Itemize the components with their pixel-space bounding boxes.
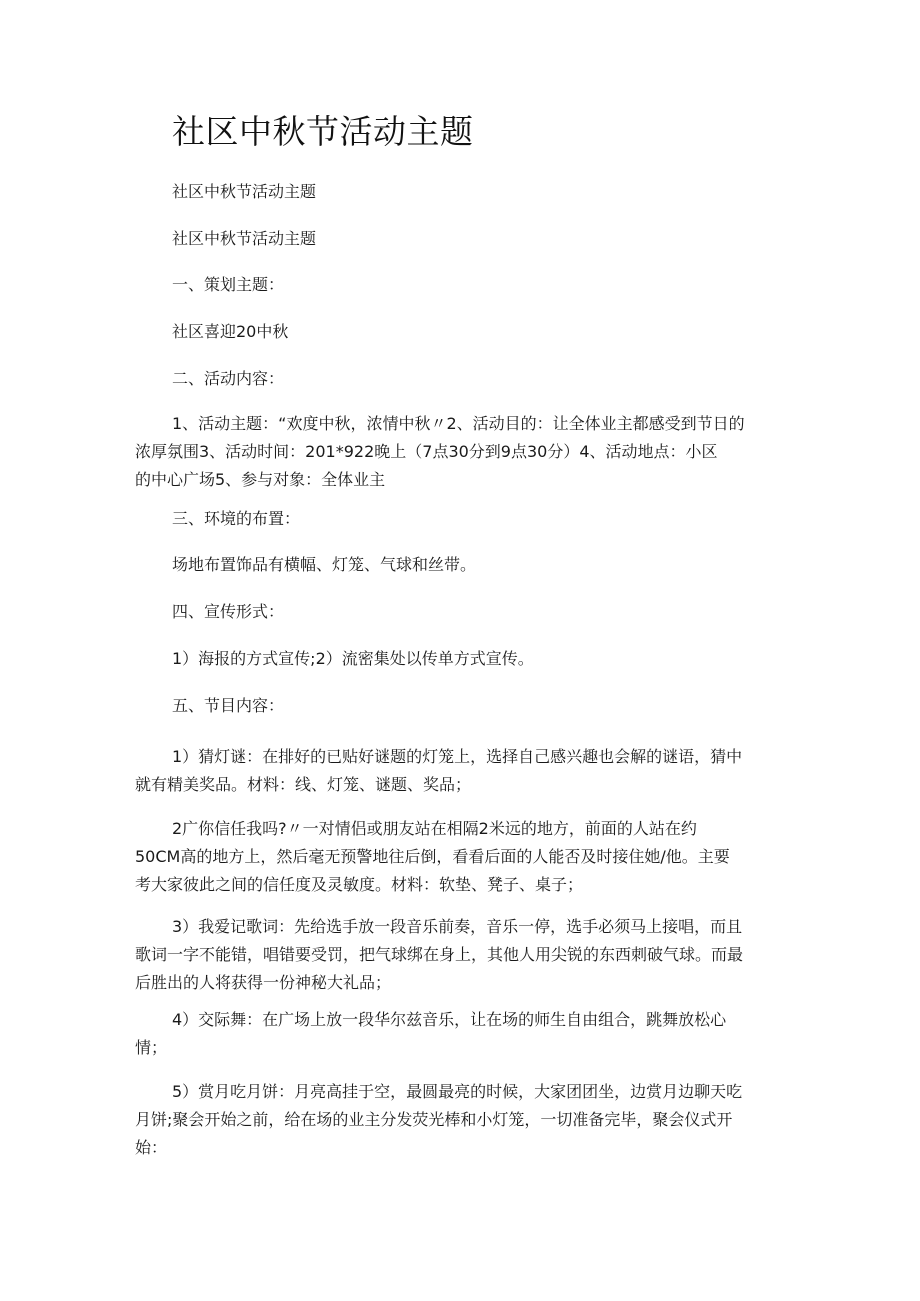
- section-heading-activity-content: 二、活动内容：: [172, 369, 285, 388]
- paragraph-activity-details: [135, 410, 785, 494]
- paragraph-line: 情；: [135, 1038, 168, 1057]
- paragraph-subtitle: 社区中秋节活动主题: [172, 182, 317, 201]
- document-title: 社区中秋节活动主题: [172, 112, 474, 151]
- section-heading-promotion: 四、宣传形式：: [172, 602, 285, 621]
- paragraph-line: 后胜出的人将获得一份神秘大礼品；: [135, 973, 392, 992]
- paragraph-line: 4）交际舞：在广场上放一段华尔兹音乐，让在场的师生自由组合，跳舞放松心: [172, 1010, 727, 1029]
- paragraph-line: 3）我爱记歌词：先给选手放一段音乐前奏，音乐一停，选手必须马上接唱，而且: [172, 917, 743, 936]
- paragraph-lyrics-game: [135, 913, 785, 997]
- paragraph-line: 浓厚氛围3、活动时间：201*922晚上（7点30分到9点30分）4、活动地点：小区: [135, 442, 718, 461]
- paragraph-line: 的中心广场5、参与对象：全体业主: [135, 470, 386, 489]
- paragraph-line: 5）赏月吃月饼：月亮高挂于空，最圆最亮的时候，大家团团坐，边赏月边聊天吃: [172, 1082, 743, 1101]
- paragraph-promotion-methods: 1）海报的方式宣传;2）流密集处以传单方式宣传。: [172, 649, 534, 668]
- paragraph-line: 50CM高的地方上，然后毫无预警地往后倒，看看后面的人能否及时接住她/他。主要: [135, 847, 730, 866]
- paragraph-line: 1）猜灯谜：在排好的已贴好谜题的灯笼上，选择自己感兴趣也会解的谜语，猜中: [172, 747, 743, 766]
- paragraph-lantern-riddles: [135, 743, 785, 799]
- section-heading-program: 五、节目内容：: [172, 696, 285, 715]
- paragraph-line: 考大家彼此之间的信任度及灵敏度。材料：软垫、凳子、桌子；: [135, 875, 584, 894]
- section-heading-planning-theme: 一、策划主题：: [172, 275, 285, 294]
- paragraph-decorations: 场地布置饰品有横幅、灯笼、气球和丝带。: [172, 555, 477, 574]
- paragraph-trust-game: [135, 815, 785, 899]
- paragraph-mooncake: [135, 1078, 785, 1162]
- paragraph-theme: 社区喜迎20中秋: [172, 322, 289, 341]
- paragraph-line: 始：: [135, 1138, 168, 1157]
- paragraph-line: 就有精美奖品。材料：线、灯笼、谜题、奖品；: [135, 775, 472, 794]
- paragraph-subtitle-repeat: 社区中秋节活动主题: [172, 229, 317, 248]
- paragraph-social-dance: [135, 1006, 785, 1062]
- paragraph-line: 月饼;聚会开始之前，给在场的业主分发荧光棒和小灯笼，一切准备完毕，聚会仪式开: [135, 1110, 733, 1129]
- paragraph-line: 2广你信任我吗?〃一对情侣或朋友站在相隔2米远的地方，前面的人站在约: [172, 819, 697, 838]
- paragraph-line: 1、活动主题：“欢度中秋，浓情中秋〃2、活动目的：让全体业主都感受到节日的: [172, 414, 745, 433]
- paragraph-line: 歌词一字不能错，唱错要受罚，把气球绑在身上，其他人用尖锐的东西刺破气球。而最: [135, 945, 744, 964]
- section-heading-environment: 三、环境的布置：: [172, 509, 301, 528]
